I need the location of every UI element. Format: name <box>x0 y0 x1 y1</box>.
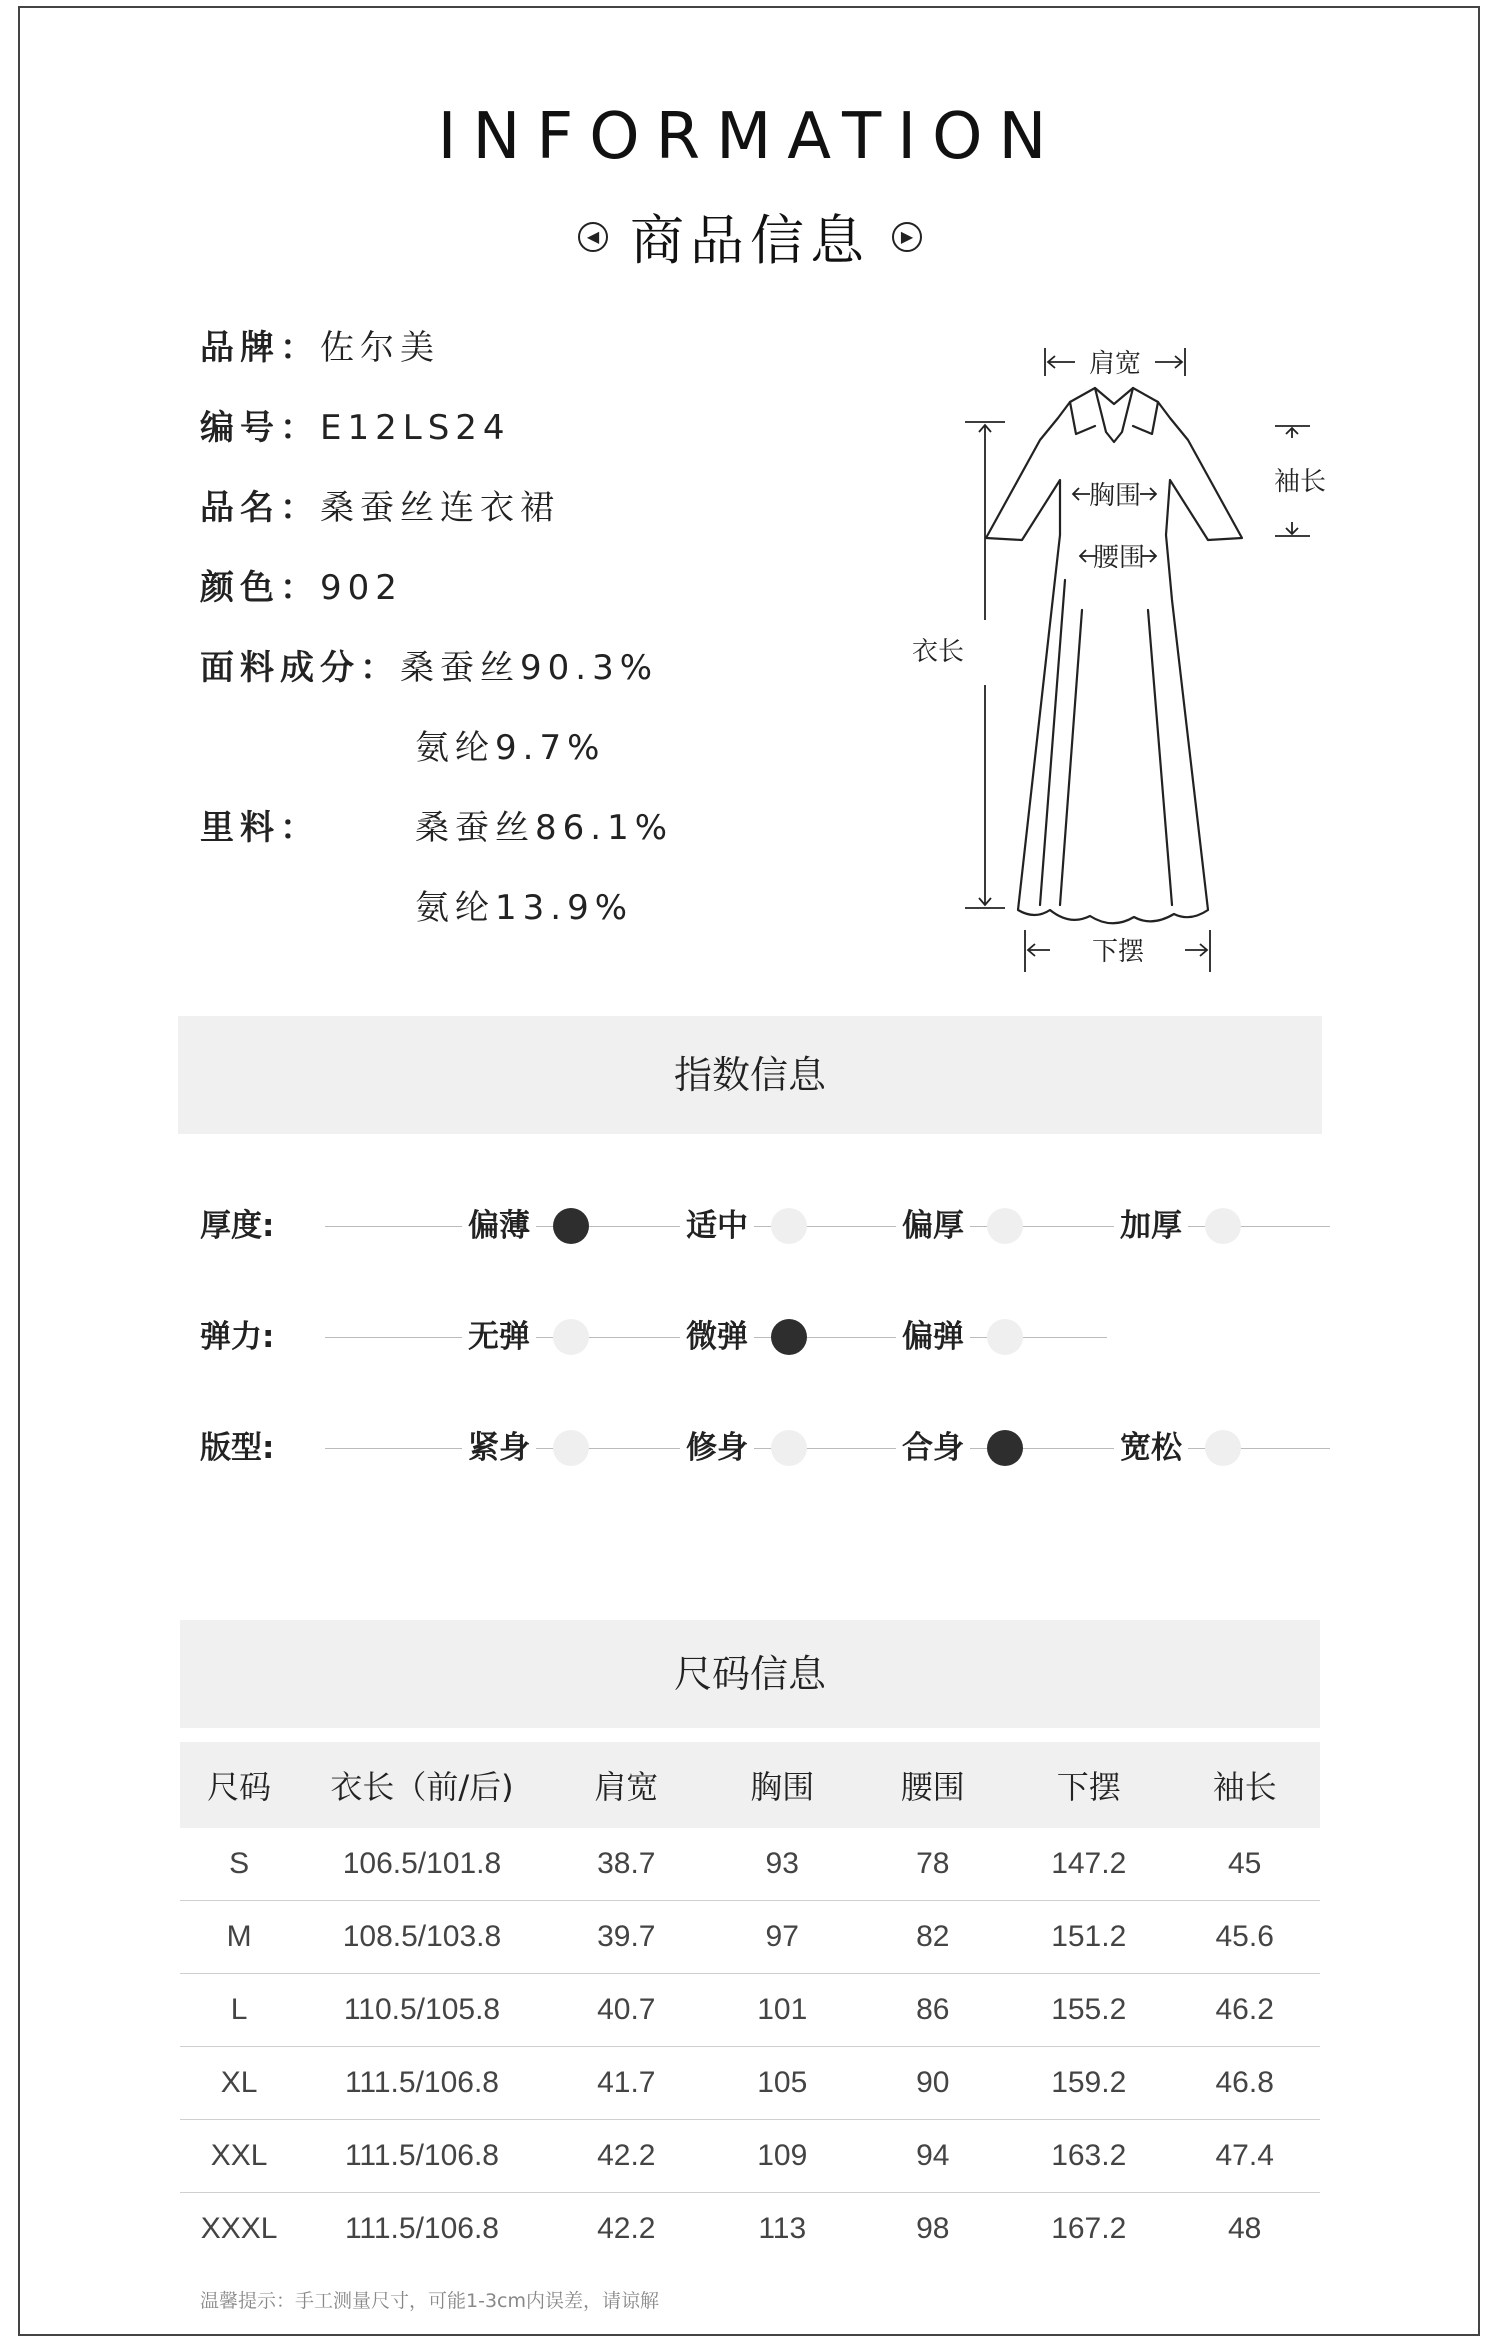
header-shoulder: 肩宽 <box>546 1742 707 1828</box>
table-row <box>180 2120 1320 2193</box>
elasticity-opt-slight: 微弹 <box>680 1307 754 1367</box>
cell-length: 111.5/106.8 <box>298 2047 545 2120</box>
cell-size: M <box>180 1901 298 1974</box>
measurement-note: 温馨提示：手工测量尺寸，可能1-3cm内误差，请谅解 <box>200 2290 659 2312</box>
chest-label: 胸围 <box>1088 481 1142 511</box>
info-fabric-2 <box>415 720 605 769</box>
cell-hem: 147.2 <box>1008 1828 1169 1901</box>
title-chinese-wrap <box>0 198 1500 275</box>
cell-length: 108.5/103.8 <box>298 1901 545 1974</box>
cell-size: L <box>180 1974 298 2047</box>
header-sleeve: 袖长 <box>1169 1742 1320 1828</box>
header-size: 尺码 <box>180 1742 298 1828</box>
fabric-label: 面料成分： <box>200 648 400 688</box>
dress-neckline <box>1095 388 1133 442</box>
hem-label: 下摆 <box>1091 937 1145 967</box>
header-hem: 下摆 <box>1008 1742 1169 1828</box>
lining-value-2: 氨纶13.9% <box>415 888 634 928</box>
info-lining <box>200 800 320 849</box>
length-label: 衣长 <box>911 637 965 667</box>
fit-label: 版型: <box>200 1430 275 1466</box>
fit-dot-loose <box>1205 1430 1241 1466</box>
waist-label: 腰围 <box>1092 543 1146 573</box>
cell-chest: 105 <box>707 2047 858 2120</box>
code-label: 编号： <box>200 408 320 448</box>
cell-waist: 98 <box>916 2212 950 2245</box>
cell-length: 111.5/106.8 <box>344 2212 499 2245</box>
cell-waist: 78 <box>858 1828 1009 1901</box>
cell-waist: 86 <box>858 1974 1009 2047</box>
cell-size: XL <box>180 2047 298 2120</box>
thickness-opt-medium: 适中 <box>680 1196 754 1256</box>
name-label: 品名： <box>200 488 320 528</box>
fit-opt-slim: 修身 <box>680 1418 754 1478</box>
brand-value: 佐尔美 <box>320 328 440 368</box>
cell-shoulder: 42.2 <box>597 2212 656 2245</box>
elasticity-opt-none: 无弹 <box>462 1307 536 1367</box>
elasticity-opt-high: 偏弹 <box>896 1307 970 1367</box>
fabric-value-2: 氨纶9.7% <box>415 728 606 768</box>
cell-length: 111.5/106.8 <box>298 2120 545 2193</box>
cell-sleeve: 45.6 <box>1169 1901 1320 1974</box>
table-row <box>180 1901 1320 1974</box>
thickness-dot-thick <box>987 1208 1023 1244</box>
header-length: 衣长（前/后) <box>298 1742 545 1828</box>
thickness-label: 厚度: <box>200 1208 275 1244</box>
cell-chest: 97 <box>707 1901 858 1974</box>
fit-opt-loose: 宽松 <box>1114 1418 1188 1478</box>
thickness-dot-thin <box>553 1208 589 1244</box>
dress-outline <box>986 388 1242 923</box>
elasticity-label: 弹力: <box>200 1319 275 1355</box>
thickness-opt-thick: 偏厚 <box>896 1196 970 1256</box>
cell-size: S <box>180 1828 298 1901</box>
fit-dot-tight <box>553 1430 589 1466</box>
index-row-fit <box>200 1418 1330 1478</box>
thickness-dot-medium <box>771 1208 807 1244</box>
fit-dot-regular <box>987 1430 1023 1466</box>
size-table-header <box>180 1742 1320 1828</box>
header-chest: 胸围 <box>707 1742 858 1828</box>
index-row-elasticity <box>200 1307 1330 1367</box>
cell-sleeve: 45 <box>1169 1828 1320 1901</box>
cell-size: XXXL <box>200 2212 278 2245</box>
fit-opt-tight: 紧身 <box>462 1418 536 1478</box>
thickness-opt-extra: 加厚 <box>1114 1196 1188 1256</box>
cell-hem: 151.2 <box>1008 1901 1169 1974</box>
color-value: 902 <box>320 568 403 608</box>
brand-label: 品牌： <box>200 328 320 368</box>
info-lining-1 <box>415 800 673 849</box>
header-waist: 腰围 <box>858 1742 1009 1828</box>
cell-sleeve: 46.8 <box>1169 2047 1320 2120</box>
code-value: E12LS24 <box>320 408 511 448</box>
table-row <box>180 2047 1320 2120</box>
elasticity-dot-slight <box>771 1319 807 1355</box>
cell-length: 110.5/105.8 <box>298 1974 545 2047</box>
table-row <box>180 1974 1320 2047</box>
circle-left-arrow-icon: ◀ <box>578 222 608 252</box>
title-chinese: 商品信息 <box>630 209 870 272</box>
cell-sleeve: 48 <box>1228 2212 1262 2245</box>
size-table <box>180 1742 1320 2265</box>
shoulder-label: 肩宽 <box>1088 349 1142 379</box>
lining-label: 里料： <box>200 808 320 848</box>
index-row-thickness <box>200 1196 1330 1256</box>
fit-opt-regular: 合身 <box>896 1418 970 1478</box>
info-code <box>200 400 511 449</box>
cell-hem: 159.2 <box>1008 2047 1169 2120</box>
color-label: 颜色： <box>200 568 320 608</box>
cell-sleeve: 47.4 <box>1169 2120 1320 2193</box>
dress-measurement-diagram <box>890 330 1340 990</box>
cell-waist: 90 <box>858 2047 1009 2120</box>
elasticity-dot-none <box>553 1319 589 1355</box>
table-row <box>180 1828 1320 1901</box>
info-fabric <box>200 640 658 689</box>
cell-chest: 113 <box>758 2212 807 2245</box>
info-color <box>200 560 403 609</box>
cell-size: XXL <box>180 2120 298 2193</box>
cell-waist: 82 <box>858 1901 1009 1974</box>
thickness-opt-thin: 偏薄 <box>462 1196 536 1256</box>
lining-value-1: 桑蚕丝86.1% <box>415 808 674 848</box>
fabric-value-1: 桑蚕丝90.3% <box>400 648 659 688</box>
dress-collar <box>1070 402 1158 434</box>
elasticity-dot-high <box>987 1319 1023 1355</box>
info-brand <box>200 320 440 369</box>
cell-shoulder: 39.7 <box>546 1901 707 1974</box>
table-row <box>180 2193 1320 2266</box>
index-section-title: 指数信息 <box>178 1016 1322 1134</box>
fit-dot-slim <box>771 1430 807 1466</box>
cell-hem: 163.2 <box>1008 2120 1169 2193</box>
cell-hem: 167.2 <box>1051 2212 1127 2245</box>
cell-hem: 155.2 <box>1008 1974 1169 2047</box>
size-section-title: 尺码信息 <box>180 1620 1320 1728</box>
cell-chest: 93 <box>707 1828 858 1901</box>
thickness-dot-extra <box>1205 1208 1241 1244</box>
cell-shoulder: 40.7 <box>546 1974 707 2047</box>
info-name <box>200 480 560 529</box>
cell-length: 106.5/101.8 <box>298 1828 545 1901</box>
cell-shoulder: 41.7 <box>546 2047 707 2120</box>
cell-sleeve: 46.2 <box>1169 1974 1320 2047</box>
name-value: 桑蚕丝连衣裙 <box>320 488 560 528</box>
circle-right-arrow-icon: ▶ <box>892 222 922 252</box>
cell-chest: 109 <box>707 2120 858 2193</box>
sleeve-label: 袖长 <box>1273 467 1327 497</box>
info-lining-2 <box>415 880 633 929</box>
cell-shoulder: 38.7 <box>546 1828 707 1901</box>
cell-shoulder: 42.2 <box>546 2120 707 2193</box>
cell-waist: 94 <box>858 2120 1009 2193</box>
title-english: INFORMATION <box>437 100 1063 174</box>
dress-folds <box>1040 580 1172 905</box>
cell-chest: 101 <box>707 1974 858 2047</box>
